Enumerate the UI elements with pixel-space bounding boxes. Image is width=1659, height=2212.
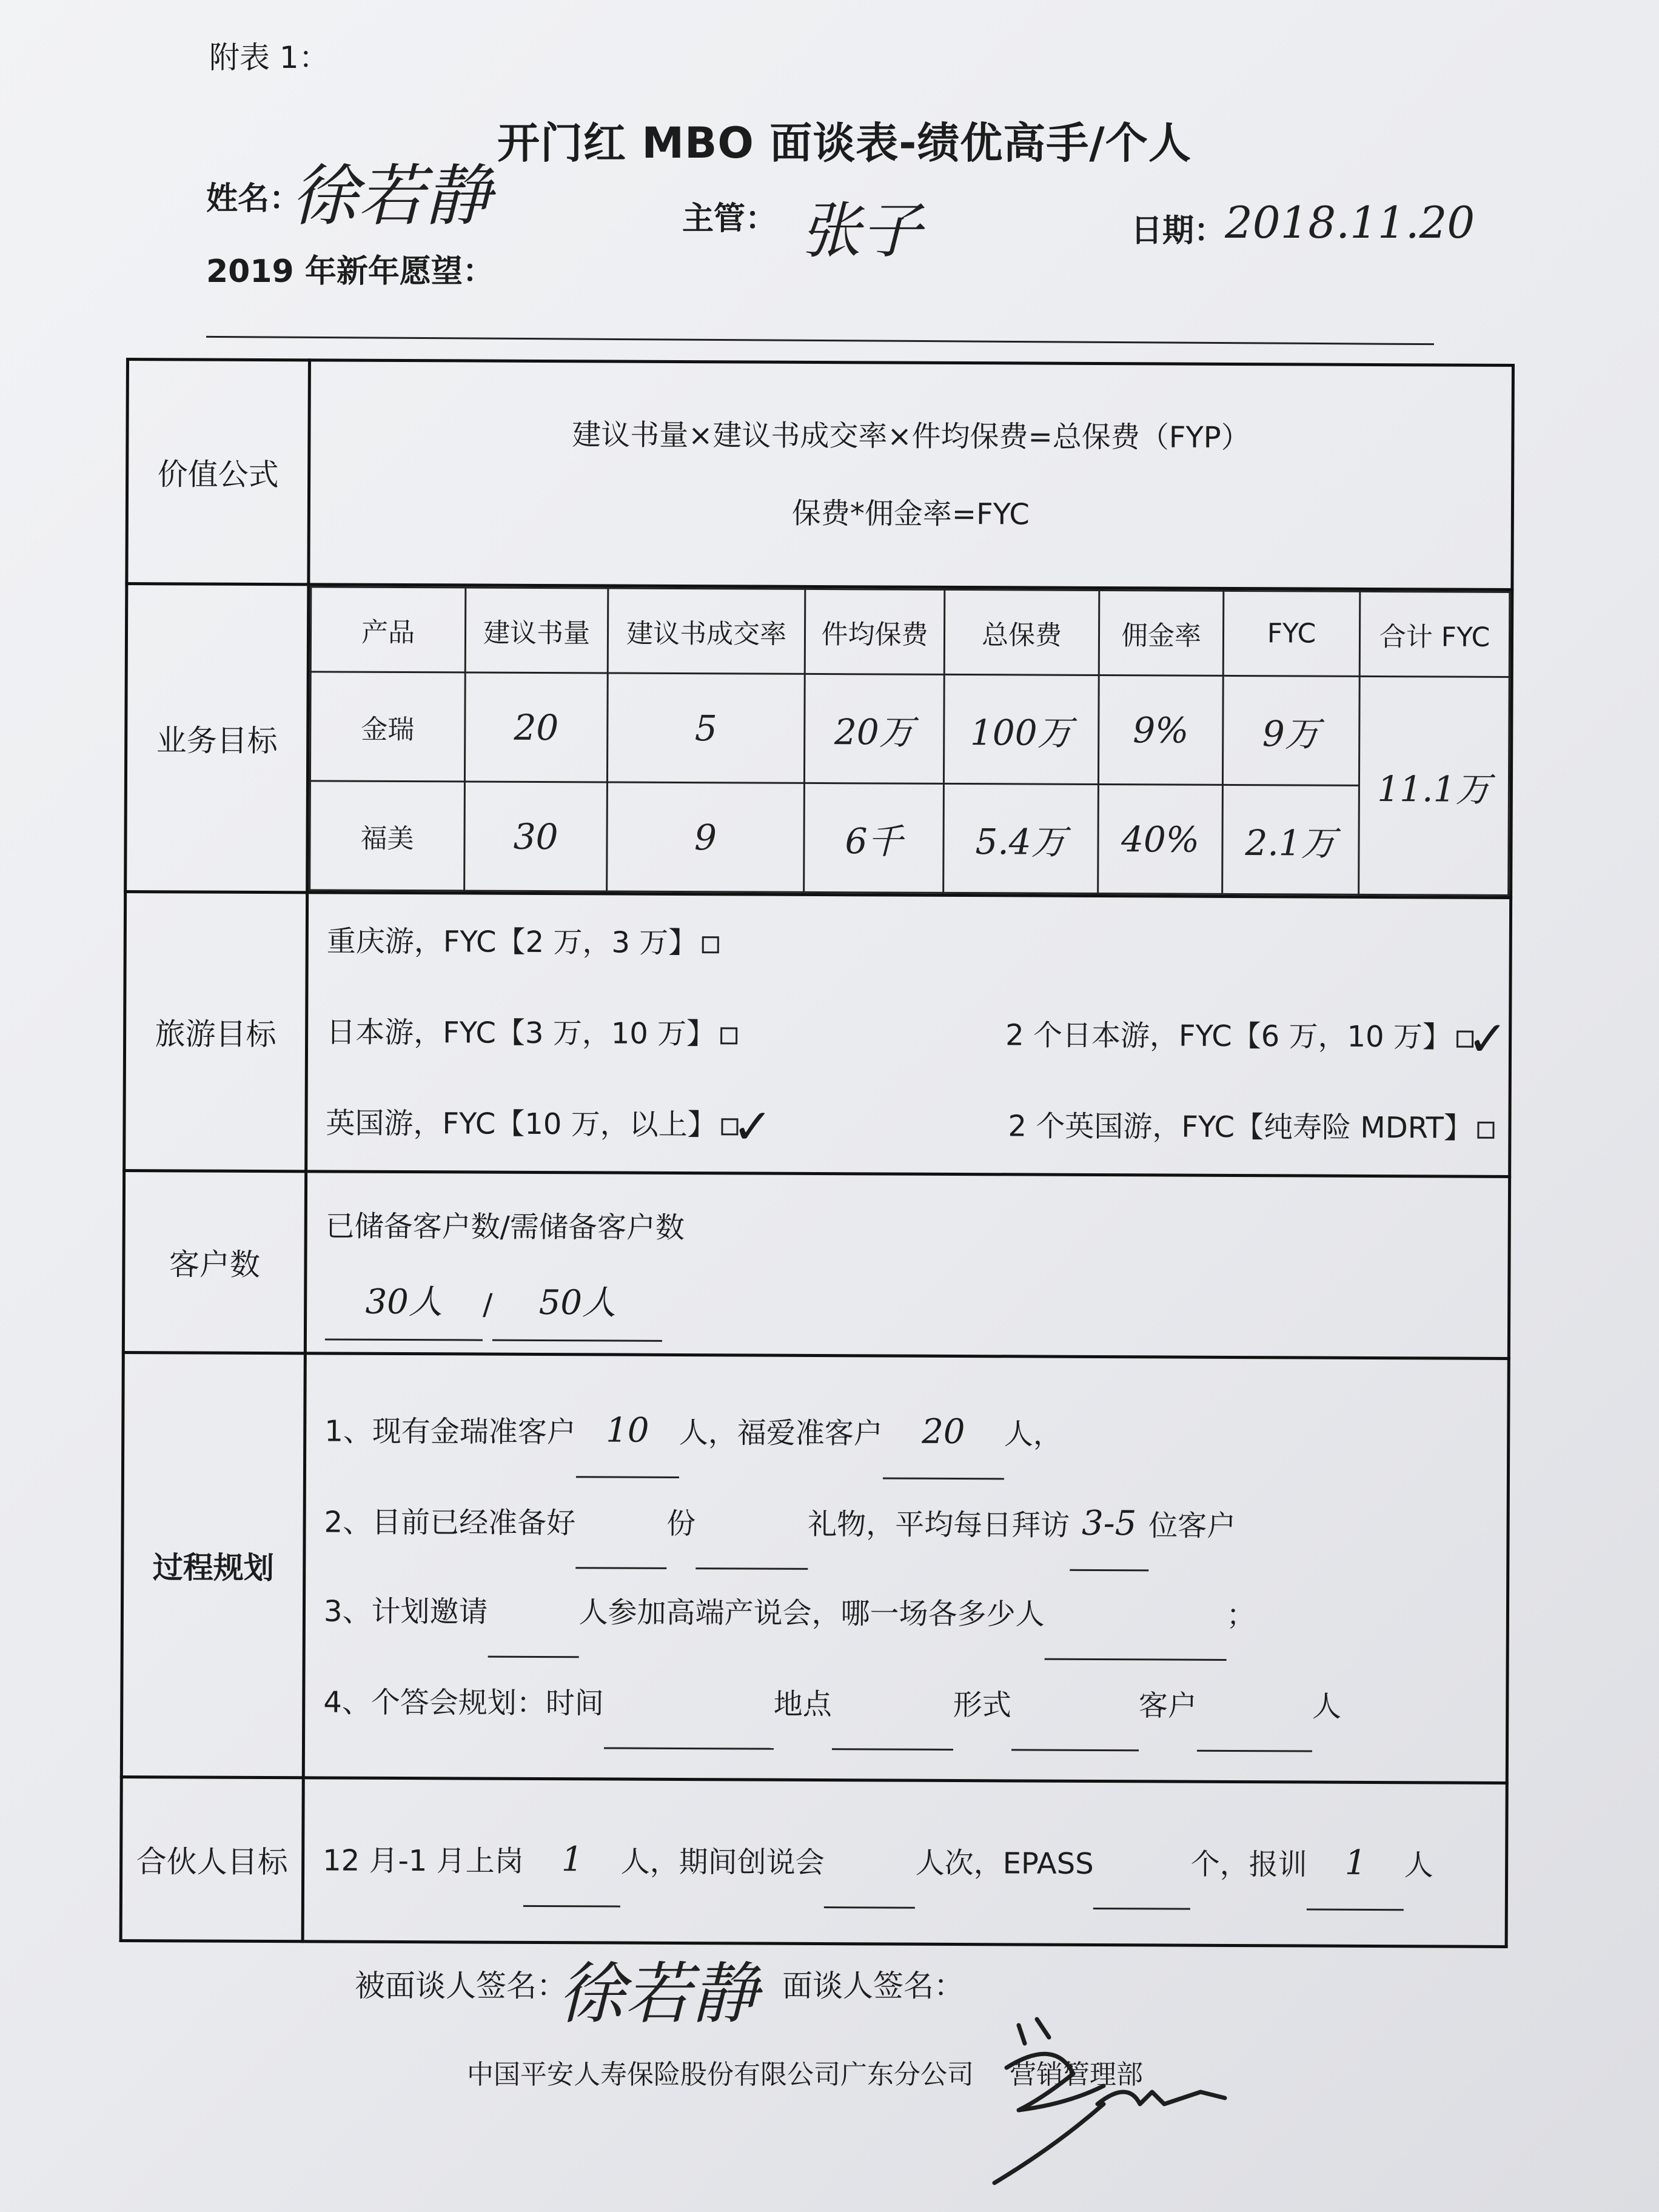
name-label: 姓名： [206, 181, 301, 217]
value-formula-line-1: 建议书量×建议书成交率×件均保费=总保费（FYP） [572, 417, 1250, 455]
interviewee-signature: 徐若静 [558, 1955, 758, 2033]
value-formula-label: 价值公式 [127, 360, 310, 585]
process-line-2-text: 位客户 [1148, 1508, 1236, 1543]
partner-text: 12 月-1 月上岗 [323, 1843, 524, 1879]
name-handwriting: 徐若静 [291, 157, 491, 235]
header-close-rate: 建议书成交率 [608, 588, 805, 674]
value-formula-line-2: 保费*佣金率=FYC [791, 496, 1030, 532]
check-mark-icon: ✓ [1467, 1010, 1509, 1067]
process-line-4 [305, 1657, 1506, 1753]
process-line-2-text: 份 [666, 1506, 696, 1541]
session-count-blank [824, 1906, 915, 1909]
client-count-values [307, 1265, 1508, 1344]
interviewee-signature-label: 被面谈人签名： [355, 1968, 567, 2003]
meeting-form-blank [1011, 1749, 1139, 1751]
header-fyc: FYC [1223, 591, 1360, 676]
header-total-premium: 总保费 [944, 589, 1099, 675]
interviewer-signature-scribble [982, 2001, 1237, 2195]
travel-chongqing: 重庆游，FYC【2 万，3 万】 [326, 923, 698, 960]
wish-underline [206, 336, 1434, 345]
client-count-cell [305, 1171, 1509, 1359]
process-line-4-text: 4、个答会规划：时间 [323, 1684, 604, 1720]
row-product-fumei: 福美 [310, 781, 465, 891]
jinrui-avg-premium: 20万 [804, 674, 944, 783]
reserved-clients-value: 30人 [325, 1265, 483, 1341]
value-formula-cell [309, 360, 1513, 590]
process-line-2 [306, 1475, 1507, 1571]
total-fyc-value: 11.1万 [1359, 676, 1510, 895]
partner-target-cell [303, 1778, 1507, 1947]
fumei-commission: 40% [1098, 785, 1223, 894]
epass-count-blank [1093, 1908, 1190, 1910]
travel-japan: 日本游，FYC【3 万，10 万】 [326, 1014, 716, 1051]
process-line-3 [306, 1566, 1507, 1662]
meeting-clients-blank [1197, 1749, 1312, 1752]
partner-text: 人，期间创说会 [620, 1845, 825, 1880]
process-line-4-text: 人 [1312, 1689, 1342, 1724]
business-target-table [309, 586, 1510, 896]
mbo-form-table [119, 358, 1515, 1948]
process-line-1-text: 人，福爱准客户 [679, 1415, 883, 1450]
new-year-wish-label: 2019 年新年愿望： [206, 253, 494, 290]
travel-target-label: 旅游目标 [124, 892, 307, 1171]
partner-text: 人次，EPASS [915, 1846, 1094, 1881]
process-line-3-text: 人参加高端产说会，哪一场各多少人 [578, 1595, 1045, 1632]
meeting-time-blank [604, 1747, 774, 1749]
checkbox-japan [720, 1027, 737, 1044]
process-line-1 [306, 1384, 1507, 1480]
training-count-value: 1 [1307, 1818, 1404, 1911]
daily-visits-value: 3-5 [1070, 1478, 1149, 1571]
client-slash: / [483, 1287, 493, 1322]
process-line-3-text: ； [1226, 1598, 1256, 1632]
checkbox-uk-double [1478, 1121, 1495, 1138]
partner-text: 个，报训 [1190, 1847, 1307, 1882]
travel-uk: 英国游，FYC【10 万，以上】 [326, 1105, 717, 1142]
partner-target-line [304, 1813, 1506, 1911]
travel-row-3 [307, 1078, 1509, 1174]
fumei-fyc: 2.1万 [1222, 785, 1359, 894]
header-product: 产品 [310, 587, 466, 672]
attachment-label: 附表 1： [209, 40, 329, 75]
jinrui-proposals: 20 [464, 672, 608, 782]
jinrui-fyc: 9万 [1222, 675, 1359, 785]
date-handwriting: 2018.11.20 [1225, 197, 1475, 248]
checkbox-chongqing [702, 936, 719, 953]
travel-target-cell [306, 893, 1511, 1177]
department-name: 营销管理部 [1010, 2059, 1143, 2090]
client-count-desc: 已储备客户数/需储备客户数 [325, 1208, 685, 1245]
header-total-fyc: 合计 FYC [1359, 591, 1510, 677]
business-target-label: 业务目标 [126, 584, 309, 893]
jinrui-close-rate: 5 [607, 673, 805, 783]
process-line-2-text: 2、目前已经准备好 [324, 1504, 576, 1540]
fumei-close-rate: 9 [607, 782, 805, 892]
process-line-4-text: 客户 [1138, 1688, 1198, 1723]
fumei-total-premium: 5.4万 [943, 783, 1099, 893]
partner-text: 人 [1404, 1848, 1433, 1883]
jinrui-prospects-value: 10 [575, 1385, 679, 1478]
company-name: 中国平安人寿保险股份有限公司广东分公司 [467, 2059, 974, 2090]
check-mark-icon: ✓ [732, 1098, 773, 1155]
jinrui-commission: 9% [1098, 675, 1223, 785]
fuai-prospects-value: 20 [883, 1386, 1005, 1480]
needed-clients-value: 50人 [492, 1266, 663, 1341]
onboard-count-value: 1 [523, 1814, 621, 1908]
row-product-jinrui: 金瑞 [310, 672, 465, 782]
process-plan-label: 过程规划 [121, 1352, 305, 1777]
travel-japan-double-group [1005, 990, 1508, 1085]
travel-row-1 [308, 896, 1509, 992]
process-plan-cell [303, 1353, 1509, 1783]
form-title: 开门红 MBO 面谈表-绩优高手/个人 [497, 118, 1191, 168]
travel-row-2 [308, 987, 1509, 1083]
meeting-place-blank [832, 1748, 953, 1751]
supervisor-label: 主管： [682, 201, 777, 237]
interviewer-signature-label: 面谈人签名： [782, 1968, 964, 2003]
fumei-proposals: 30 [464, 782, 608, 891]
date-label: 日期： [1131, 213, 1226, 249]
header-commission-rate: 佣金率 [1099, 591, 1224, 676]
travel-japan-double: 2 个日本游，FYC【6 万，10 万】 [1005, 1017, 1452, 1054]
client-count-label: 客户数 [123, 1170, 306, 1353]
process-line-1-text: 1、现有金瑞准客户 [324, 1413, 576, 1449]
jinrui-total-premium: 100万 [943, 674, 1099, 784]
process-line-3-text: 3、计划邀请 [323, 1594, 488, 1629]
process-line-4-text: 地点 [773, 1687, 833, 1721]
process-line-1-text: 人， [1004, 1416, 1062, 1452]
supervisor-handwriting: 张子 [800, 195, 922, 266]
partner-target-label: 合伙人目标 [121, 1777, 303, 1941]
header-avg-premium: 件均保费 [805, 589, 945, 674]
travel-uk-double: 2 个英国游，FYC【纯寿险 MDRT】 [1008, 1108, 1473, 1145]
business-target-cell [307, 585, 1512, 898]
process-line-2-text: 礼物，平均每日拜访 [808, 1507, 1070, 1543]
header-proposals: 建议书量 [465, 588, 608, 673]
process-line-4-text: 形式 [953, 1687, 1012, 1722]
fumei-avg-premium: 6千 [804, 783, 944, 893]
travel-uk-double-group [1008, 1081, 1495, 1173]
